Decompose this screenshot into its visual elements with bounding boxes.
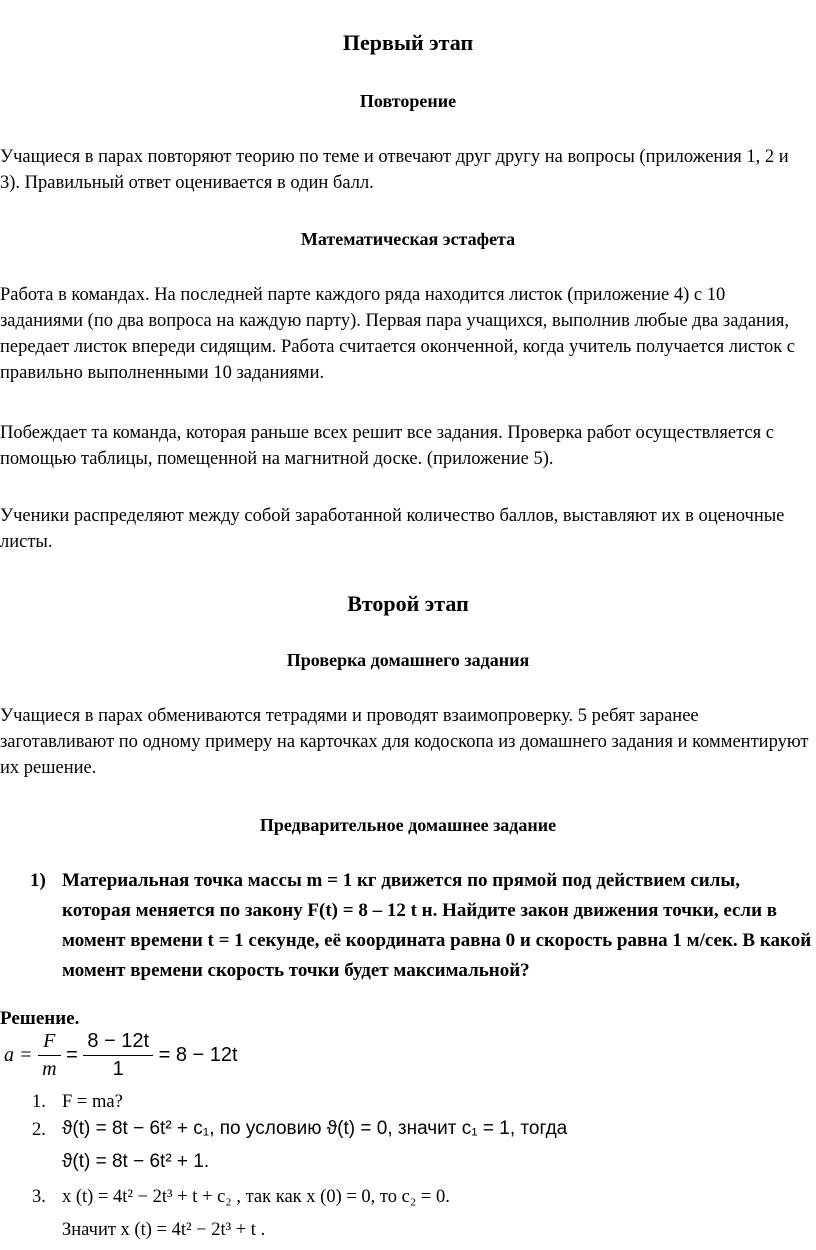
- stage1-paragraph-3: Побеждает та команда, которая раньше всех решит все задания. Проверка работ осуществляется с помощью таблицы, помещенной на магнитной доске. (приложение 5).: [0, 423, 774, 469]
- fraction-m: m: [42, 1058, 57, 1080]
- step-3-number: 3.: [32, 1187, 46, 1207]
- solution-label: Решение.: [0, 1008, 80, 1029]
- stage2-title: Второй этап: [347, 591, 469, 616]
- fraction-denominator: 1: [112, 1058, 124, 1080]
- step-3-text-line2: Значит x (t) = 4t² − 2t³ + t .: [62, 1220, 266, 1240]
- stage1-subtitle: Повторение: [359, 91, 457, 111]
- acceleration-formula: [4, 1030, 238, 1081]
- stage2-paragraph-1: Учащиеся в парах обмениваются тетрадями и проводят взаимопроверку. 5 ребят заранее заготавливают по одному примеру на карточках для кодоскопа из домашнего задания и комментируют их решение.: [0, 706, 809, 778]
- formula-rhs: = 8 − 12t: [158, 1043, 238, 1066]
- stage1-title: Первый этап: [342, 30, 474, 55]
- task-text: Материальная точка массы m = 1 кг движется по прямой под действием силы, которая меняется по закону F(t) = 8 – 12 t н. Найдите закон движения точки, если в момент времени t = 1 секунде, её координата равна 0 и скорость равна 1 м/сек. В какой момент времени скорость точки будет максимальной?: [62, 870, 812, 981]
- stage1-paragraph-2: Работа в командах. На последней парте каждого ряда находится листок (приложение 4) с 10 заданиями (по два вопроса на каждую парту). Первая пара учащихся, выполнив любые два задания, передает листок впереди сидящим. Работа считается оконченной, когда учитель получается листок с правильно выполненными 10 заданиями.: [0, 285, 796, 383]
- step-3-text: x (t) = 4t² − 2t³ + t + c₂ , так как x (0) = 0, то c₂ = 0.: [62, 1187, 450, 1207]
- stage1-paragraph-4: Ученики распределяют между собой заработанной количество баллов, выставляют их в оценочные листы.: [0, 506, 785, 552]
- formula-lhs: a =: [4, 1043, 33, 1066]
- task-number: 1): [30, 870, 46, 891]
- fraction-numerator: 8 − 12t: [83, 1030, 153, 1056]
- fraction-f-over-m: [38, 1030, 60, 1081]
- relay-title: Математическая эстафета: [300, 229, 516, 249]
- stage1-paragraph-1: Учащиеся в парах повторяют теорию по теме и отвечают друг другу на вопросы (приложения 1, 2 и 3). Правильный ответ оценивается в один балл.: [0, 147, 789, 193]
- prelim-title: Предварительное домашнее задание: [259, 815, 557, 835]
- stage2-subtitle: Проверка домашнего задания: [286, 650, 530, 670]
- step-2-text: ϑ(t) = 8t − 6t² + c₁, по условию ϑ(t) = 0, значит c₁ = 1, тогда: [62, 1118, 568, 1139]
- formula-equals: =: [66, 1043, 78, 1066]
- step-2-text-line2: ϑ(t) = 8t − 6t² + 1.: [62, 1151, 210, 1172]
- fraction-numeric: [83, 1030, 153, 1081]
- step-2-number: 2.: [32, 1120, 46, 1140]
- step-1-number: 1.: [32, 1092, 46, 1112]
- fraction-f: F: [38, 1030, 60, 1056]
- step-1-text: F = ma?: [62, 1092, 123, 1112]
